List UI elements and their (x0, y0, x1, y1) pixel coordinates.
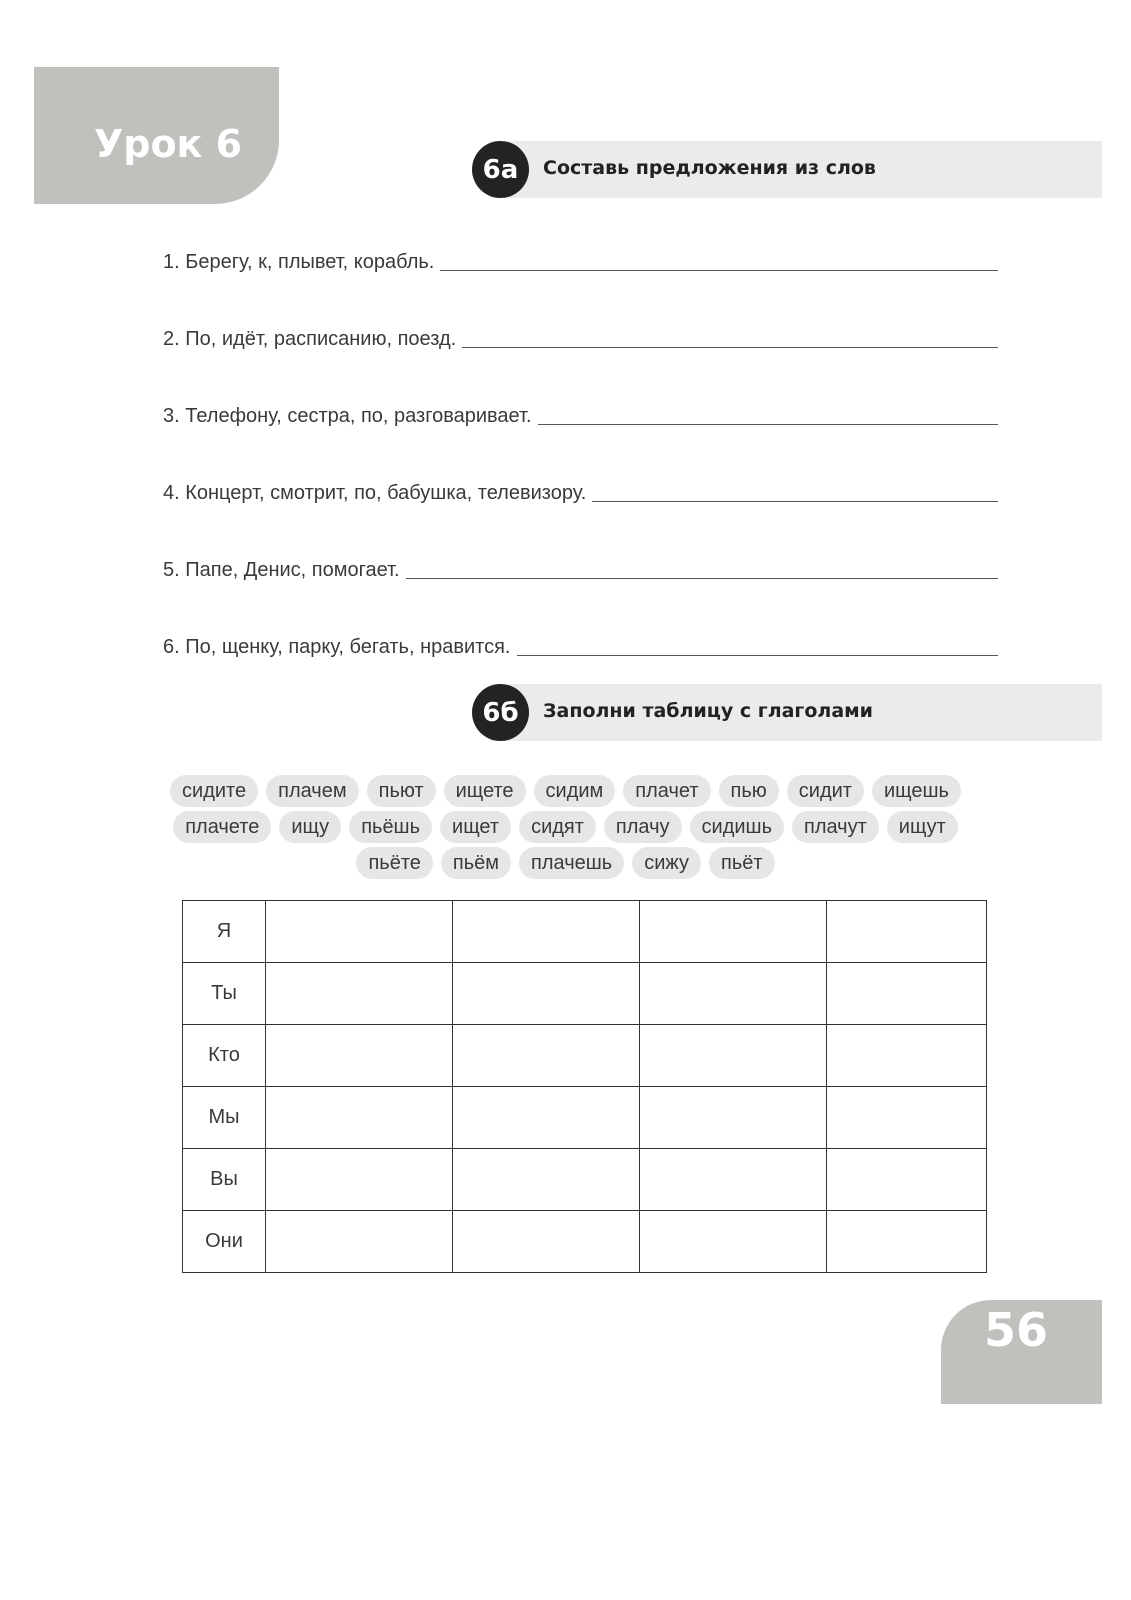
exercise-item-text: 5. Папе, Денис, помогает. (163, 559, 400, 581)
word-bank-row (0, 847, 1131, 879)
word-chip[interactable]: сидишь (690, 811, 784, 843)
answer-cell[interactable] (266, 1087, 453, 1149)
pronoun-cell: Я (183, 901, 266, 963)
word-chip[interactable]: ищут (887, 811, 958, 843)
answer-cell[interactable] (640, 1211, 827, 1273)
exercise-item (163, 397, 998, 429)
answer-cell[interactable] (827, 901, 987, 963)
answer-cell[interactable] (640, 1025, 827, 1087)
answer-cell[interactable] (640, 963, 827, 1025)
answer-cell[interactable] (827, 1025, 987, 1087)
word-bank-row (0, 775, 1131, 807)
answer-cell[interactable] (453, 963, 640, 1025)
word-chip[interactable]: пьёт (709, 847, 775, 879)
word-chip[interactable]: пью (719, 775, 779, 807)
exercise-item (163, 628, 998, 660)
word-chip[interactable]: пьёшь (349, 811, 432, 843)
table-row (183, 1025, 987, 1087)
section-b-badge: 6б (472, 684, 529, 741)
word-chip[interactable]: плачут (792, 811, 879, 843)
answer-line[interactable] (538, 424, 999, 425)
exercise-item-text: 3. Телефону, сестра, по, разговаривает. (163, 405, 532, 427)
answer-cell[interactable] (266, 1211, 453, 1273)
table-row (183, 1149, 987, 1211)
answer-cell[interactable] (640, 1087, 827, 1149)
table-row (183, 1211, 987, 1273)
word-chip[interactable]: ищу (279, 811, 341, 843)
answer-cell[interactable] (827, 963, 987, 1025)
answer-cell[interactable] (266, 963, 453, 1025)
answer-cell[interactable] (453, 901, 640, 963)
answer-line[interactable] (517, 655, 999, 656)
answer-cell[interactable] (266, 901, 453, 963)
section-a-title: Составь предложения из слов (543, 157, 876, 179)
exercise-item-text: 1. Берегу, к, плывет, корабль. (163, 251, 435, 273)
answer-cell[interactable] (453, 1087, 640, 1149)
section-a-badge: 6а (472, 141, 529, 198)
answer-cell[interactable] (640, 901, 827, 963)
word-chip[interactable]: ищешь (872, 775, 961, 807)
answer-line[interactable] (592, 501, 998, 502)
word-chip[interactable]: плачем (266, 775, 358, 807)
exercise-item (163, 551, 998, 583)
page-number: 56 (983, 1303, 1048, 1357)
exercise-item-text: 2. По, идёт, расписанию, поезд. (163, 328, 457, 350)
pronoun-cell: Они (183, 1211, 266, 1273)
exercise-item (163, 243, 998, 275)
answer-cell[interactable] (827, 1087, 987, 1149)
word-chip[interactable]: сидят (519, 811, 596, 843)
answer-cell[interactable] (453, 1025, 640, 1087)
answer-line[interactable] (440, 270, 998, 271)
pronoun-cell: Вы (183, 1149, 266, 1211)
answer-cell[interactable] (453, 1149, 640, 1211)
verb-table (182, 900, 987, 1273)
word-chip[interactable]: пьют (367, 775, 436, 807)
word-chip[interactable]: ищет (440, 811, 511, 843)
answer-cell[interactable] (827, 1149, 987, 1211)
word-chip[interactable]: плачешь (519, 847, 624, 879)
word-chip[interactable]: сидим (534, 775, 616, 807)
word-chip[interactable]: плачете (173, 811, 271, 843)
answer-cell[interactable] (827, 1211, 987, 1273)
exercise-item-text: 4. Концерт, смотрит, по, бабушка, телевизору. (163, 482, 587, 504)
exercise-item (163, 474, 998, 506)
pronoun-cell: Кто (183, 1025, 266, 1087)
pronoun-cell: Ты (183, 963, 266, 1025)
pronoun-cell: Мы (183, 1087, 266, 1149)
word-chip[interactable]: плачет (623, 775, 710, 807)
answer-cell[interactable] (266, 1025, 453, 1087)
table-row (183, 1087, 987, 1149)
exercise-item-text: 6. По, щенку, парку, бегать, нравится. (163, 636, 511, 658)
word-chip[interactable]: сижу (632, 847, 701, 879)
exercise-item (163, 320, 998, 352)
answer-cell[interactable] (640, 1149, 827, 1211)
word-chip[interactable]: сидите (170, 775, 258, 807)
answer-line[interactable] (462, 347, 998, 348)
word-chip[interactable]: ищете (444, 775, 526, 807)
answer-line[interactable] (406, 578, 998, 579)
lesson-title: Урок 6 (93, 122, 243, 166)
answer-cell[interactable] (453, 1211, 640, 1273)
word-chip[interactable]: плачу (604, 811, 682, 843)
word-chip[interactable]: пьём (441, 847, 511, 879)
table-row (183, 963, 987, 1025)
word-bank-row (0, 811, 1131, 843)
answer-cell[interactable] (266, 1149, 453, 1211)
table-row (183, 901, 987, 963)
word-chip[interactable]: пьёте (356, 847, 432, 879)
word-chip[interactable]: сидит (787, 775, 864, 807)
section-b-title: Заполни таблицу с глаголами (543, 700, 873, 722)
